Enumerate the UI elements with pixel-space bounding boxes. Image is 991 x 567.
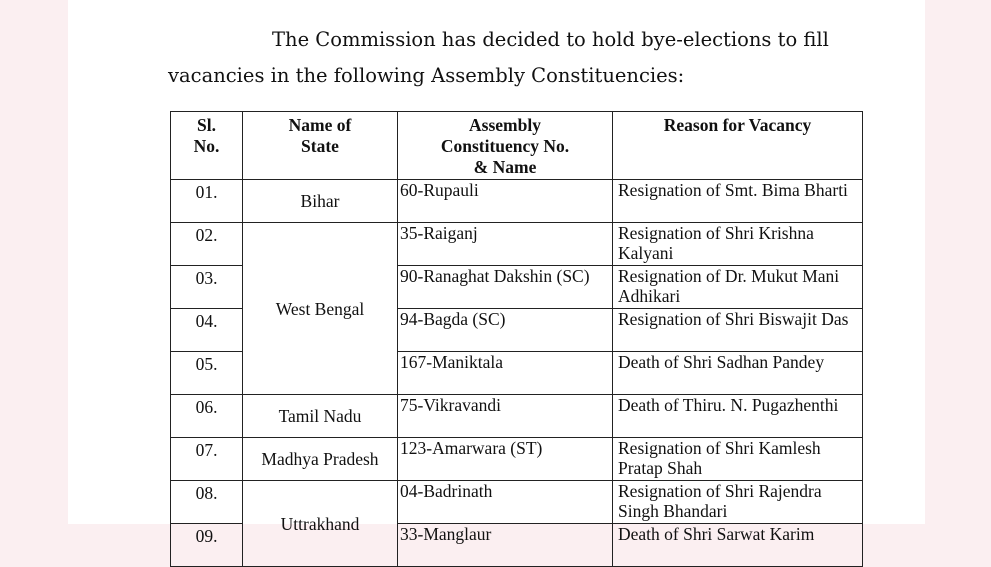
header-reason: Reason for Vacancy bbox=[613, 112, 863, 180]
cell-constituency: 60-Rupauli bbox=[398, 180, 613, 223]
cell-constituency: 04-Badrinath bbox=[398, 481, 613, 524]
intro-line-2: vacancies in the following Assembly Constituencies: bbox=[168, 64, 685, 87]
cell-state: Tamil Nadu bbox=[243, 395, 398, 438]
header-state: Name of State bbox=[243, 112, 398, 180]
cell-constituency: 35-Raiganj bbox=[398, 223, 613, 266]
cell-sl-no: 06. bbox=[171, 395, 243, 438]
cell-sl-no: 09. bbox=[171, 524, 243, 567]
cell-reason: Resignation of Shri Rajendra Singh Bhandari bbox=[613, 481, 863, 524]
cell-constituency: 75-Vikravandi bbox=[398, 395, 613, 438]
intro-paragraph bbox=[168, 22, 888, 94]
cell-reason: Death of Shri Sarwat Karim bbox=[613, 524, 863, 567]
table-row bbox=[171, 438, 863, 481]
cell-sl-no: 07. bbox=[171, 438, 243, 481]
cell-reason: Resignation of Shri Biswajit Das bbox=[613, 309, 863, 352]
cell-sl-no: 08. bbox=[171, 481, 243, 524]
cell-reason: Resignation of Shri Kamlesh Pratap Shah bbox=[613, 438, 863, 481]
header-sl-no: Sl. No. bbox=[171, 112, 243, 180]
table-row bbox=[171, 395, 863, 438]
cell-state: West Bengal bbox=[243, 223, 398, 395]
bye-election-table bbox=[170, 111, 863, 567]
cell-constituency: 33-Manglaur bbox=[398, 524, 613, 567]
cell-state: Bihar bbox=[243, 180, 398, 223]
cell-sl-no: 01. bbox=[171, 180, 243, 223]
table-row bbox=[171, 180, 863, 223]
cell-reason: Death of Thiru. N. Pugazhenthi bbox=[613, 395, 863, 438]
intro-line-1: The Commission has decided to hold bye-elections to fill bbox=[272, 28, 829, 51]
header-constituency: Assembly Constituency No. & Name bbox=[398, 112, 613, 180]
cell-reason: Resignation of Dr. Mukut Mani Adhikari bbox=[613, 266, 863, 309]
table-header-row bbox=[171, 112, 863, 180]
cell-sl-no: 05. bbox=[171, 352, 243, 395]
document-page bbox=[68, 0, 925, 546]
cell-constituency: 94-Bagda (SC) bbox=[398, 309, 613, 352]
cell-reason: Death of Shri Sadhan Pandey bbox=[613, 352, 863, 395]
cell-state: Madhya Pradesh bbox=[243, 438, 398, 481]
table-row bbox=[171, 223, 863, 266]
cell-reason: Resignation of Shri Krishna Kalyani bbox=[613, 223, 863, 266]
cell-state: Uttrakhand bbox=[243, 481, 398, 567]
cell-constituency: 167-Maniktala bbox=[398, 352, 613, 395]
cell-sl-no: 02. bbox=[171, 223, 243, 266]
table-row bbox=[171, 481, 863, 524]
cell-constituency: 90-Ranaghat Dakshin (SC) bbox=[398, 266, 613, 309]
cell-sl-no: 04. bbox=[171, 309, 243, 352]
cell-constituency: 123-Amarwara (ST) bbox=[398, 438, 613, 481]
cell-sl-no: 03. bbox=[171, 266, 243, 309]
cell-reason: Resignation of Smt. Bima Bharti bbox=[613, 180, 863, 223]
